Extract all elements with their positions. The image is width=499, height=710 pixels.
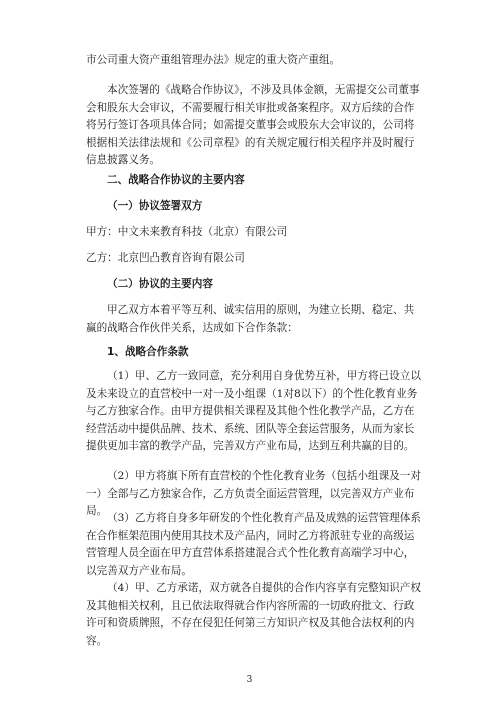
party-a-line: 甲方：中文未来教育科技（北京）有限公司 [86, 226, 288, 238]
subsection-heading-content: （二）协议的主要内容 [107, 278, 213, 290]
subsection-heading-parties: （一）协议签署双方 [107, 200, 203, 212]
clause-4: （4）甲、乙方承诺，双方就各自提供的合作内容享有完整知识产权及其他相关权利，且已依法取得就合作内容所需的一切政府批文、行政许可和资质牌照，不存在侵犯任何第三方知识产权及其他合法权利的内容。 [86, 582, 421, 647]
paragraph-agreement-approval: 本次签署的《战略合作协议》，不涉及具体金额，无需提交公司董事会和股东大会审议，不需要履行相关审批或备案程序。双方后续的合作将另行签订各项具体合同；如需提交董事会或股东大会审议的，公司将根据相关法律法规和《公司章程》的有关规定履行相关程序并及时履行信息披露义务。 [86, 84, 420, 166]
clause-3: （3）乙方将自身多年研发的个性化教育产品及成熟的运营管理体系在合作框架范围内使用其技术及产品内，同时乙方将派驻专业的高级运营管理人员全面在甲方直营体系搭建混合式个性化教育高端学习中心，以完善双方产业布局。 [86, 512, 421, 577]
clause-1: （1）甲、乙方一致同意，充分利用自身优势互补，甲方将已设立以及未来设立的直营校中一对一及小组课（1对8以下）的个性化教育业务与乙方独家合作。由甲方提供相关课程及其他个性化教学产品，乙方在经营活动中提供品牌、技术、系统、团队等全套运营服务，从而为家长提供更加丰富的教学产品，完善双方产业布局，达到互利共赢的目的。 [86, 370, 421, 452]
clause-heading-strategic: 1、战略合作条款 [107, 346, 189, 358]
paragraph-continuation: 市公司重大资产重组管理办法》规定的重大资产重组。 [86, 54, 341, 66]
clause-2: （2）甲方将旗下所有直营校的个性化教育业务（包括小组课及一对一）全部与乙方独家合作，乙方负责全面运营管理，以完善双方产业布局。 [86, 470, 421, 517]
party-b-line: 乙方：北京凹凸教育咨询有限公司 [86, 252, 245, 264]
page-number: 3 [246, 675, 253, 685]
section-heading-2: 二、战略合作协议的主要内容 [107, 174, 245, 186]
paragraph-intro: 甲乙双方本着平等互利、诚实信用的原则，为建立长期、稳定、共赢的战略合作伙伴关系，达成如下合作条款： [86, 304, 415, 334]
